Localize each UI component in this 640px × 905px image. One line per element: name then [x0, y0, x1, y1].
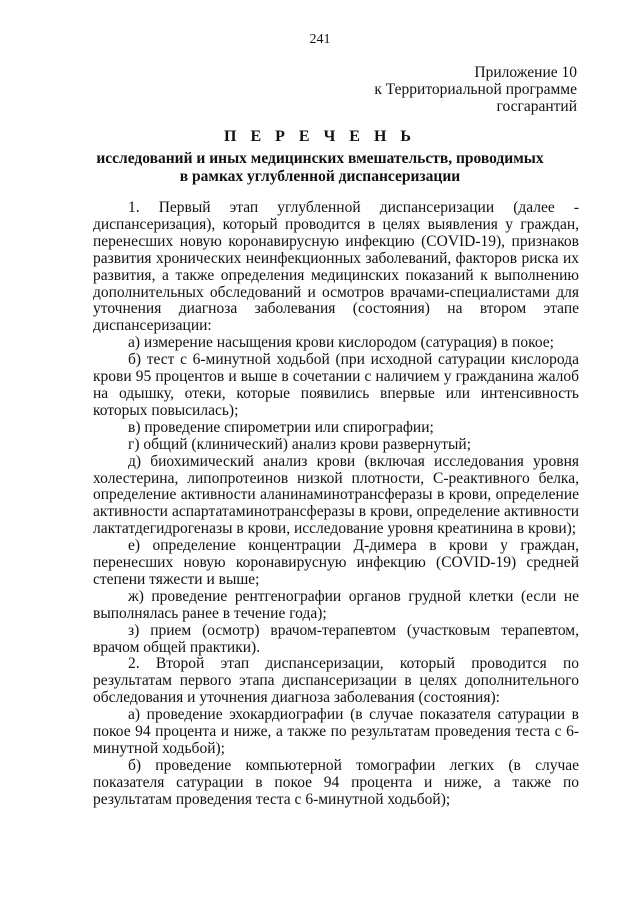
paragraph: е) определение концентрации Д-димера в крови у граждан, перенесших новую коронавирусную инфекцию (COVID-19) средней степени тяжести и выше;	[93, 537, 579, 588]
document-body	[93, 200, 579, 809]
paragraph: в) проведение спирометрии или спирографии;	[128, 418, 434, 436]
page-number: 241	[309, 32, 331, 47]
appendix-line: к Территориальной программе	[374, 81, 577, 98]
appendix-line: Приложение 10	[474, 64, 577, 81]
document-title: П Е Р Е Ч Е Н Ь	[224, 128, 416, 145]
paragraph: а) измерение насыщения крови кислородом (сатурация) в покое;	[128, 334, 554, 352]
subtitle-line: в рамках углубленной диспансеризации	[179, 168, 461, 185]
appendix-line: госгарантий	[496, 98, 577, 115]
subtitle-line: исследований и иных медицинских вмешательств, проводимых	[96, 150, 544, 167]
document-subtitle	[90, 150, 550, 186]
paragraph: 1. Первый этап углубленной диспансеризации (далее - диспансеризация), который проводится в целях выявления у граждан, перенесших новую коронавирусную инфекцию (COVID-19), признаков развития хронических неинфекционных заболеваний, факторов риска их развития, а также определения медицинских показаний к выполнению дополнительных обследований и осмотров врачами-специалистами для уточнения диагноза заболевания (состояния) на втором этапе диспансеризации:	[93, 199, 579, 335]
paragraph: а) проведение эхокардиографии (в случае показателя сатурации в покое 94 процента и ниже, а также по результатам проведения теста с 6-минутной ходьбой);	[93, 706, 579, 757]
paragraph: ж) проведение рентгенографии органов грудной клетки (если не выполнялась ранее в течение года);	[93, 587, 579, 622]
appendix-header	[374, 64, 577, 115]
paragraph: з) прием (осмотр) врачом-терапевтом (участковым терапевтом, врачом общей практики).	[93, 621, 579, 656]
paragraph: г) общий (клинический) анализ крови развернутый;	[128, 435, 472, 453]
paragraph: д) биохимический анализ крови (включая исследования уровня холестерина, липопротеинов низкой плотности, С-реактивного белка, определение активности аланинаминотрансферазы в крови, определение активности аспартатаминотрансферазы в крови, определение активности лактатдегидрогеназы в крови, исследование уровня креатинина в крови);	[93, 452, 579, 538]
paragraph: 2. Второй этап диспансеризации, который проводится по результатам первого этапа диспансеризации в целях дополнительного обследования и уточнения диагноза заболевания (состояния):	[93, 655, 579, 707]
paragraph: б) проведение компьютерной томографии легких (в случае показателя сатурации в покое 94 процента и ниже, а также по результатам проведения теста с 6-минутной ходьбой);	[93, 756, 579, 808]
paragraph: б) тест с 6-минутной ходьбой (при исходной сатурации кислорода крови 95 процентов и выше в сочетании с наличием у гражданина жалоб на одышку, отеки, которые появились впервые или интенсивность которых повысилась);	[93, 351, 579, 419]
